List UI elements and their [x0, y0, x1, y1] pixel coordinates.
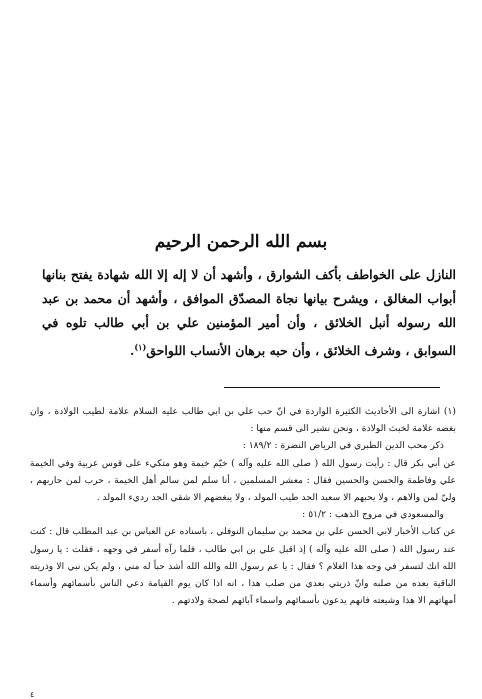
footnote-source-masudi: والمسعودي في مروج الذهب : ٥١/٢ :	[302, 509, 444, 521]
page-number: ٤	[30, 690, 35, 699]
body-end-punctuation: .	[130, 343, 135, 359]
footnote-source-tabari: ذكر محب الدين الطبري في الرياض النضرة : ١٨٩/٢ :	[242, 440, 444, 452]
basmala-heading: بسم الله الرحمن الرحيم	[154, 232, 328, 252]
body-text: النازل على الخواطف بأكف الشوارق ، وأشهد أن لا إله إلا الله شهادة يفتح بنانها أبواب المغالق ، ويشرح بيانها نجاة المصدّق الموافق ، وأشهد أن محمد بن عبد الله رسوله أنبل الخلائق ، وأن أمير المؤمنين علي بن أبي طالب تلوه في السوابق ، وشرف الخلائق ، وأن حبه برهان الأنساب اللواحق	[42, 267, 456, 359]
footnote-intro: (١) اشارة الى الأحاديث الكثيرة الواردة في انّ حب علي بن ابي طالب عليه السلام علامة لطيب الولادة ، وان بغضه علامة لخبث الولادة ، ونحن نشير الى قسم منها :	[30, 406, 456, 435]
footnote-reference: (١)	[134, 342, 147, 352]
footnote-separator	[224, 387, 440, 388]
footnote-hadith-abu-bakr: عن أبي بكر قال : رأيت رسول الله ( صلى الله عليه وآله ) خيّم خيمة وهو متكيء على قوس عربية وفي الخيمة علي وفاطمة والحسن والحسين فقال : معشر المسلمين ، أنا سلم لمن سالم أهل الخيمة ، حرب لمن حاربهم ، وليّ لمن والاهم ، ولا يحبهم الا سعيد الجد طيب المولد ، ولا يبغضهم الا شقي الجد رديء المولد .	[30, 457, 456, 504]
footnotes-block	[30, 403, 456, 609]
footnote-hadith-abbas: عن كتاب الأخبار لابي الحسن علي بن محمد بن سليمان النوفلي ، باسناده عن العباس بن عبد المطلب قال : كنت عند رسول الله ( صلى الله عليه وآله ) إذ اقبل علي بن ابي طالب ، فلما رآه أسفر في وجهه ، فقلت : يا رسول الله انك لتسفر في وجه هذا الغلام ؟ فقال : يا عم رسول الله والله الله أشد حباً له مني ، ولم يكن نبي الا وذريته الباقية بعده من صلبه وانّ ذريتي بعدي من صلب هذا ، انه اذا كان يوم القيامة دعي الناس بأسمائهم وأسماء أمهاتهم الا هذا وشيعته فانهم يدعون بأسمائهم واسماء آبائهم لصحة ولادتهم .	[30, 526, 456, 607]
body-paragraph	[42, 263, 456, 363]
